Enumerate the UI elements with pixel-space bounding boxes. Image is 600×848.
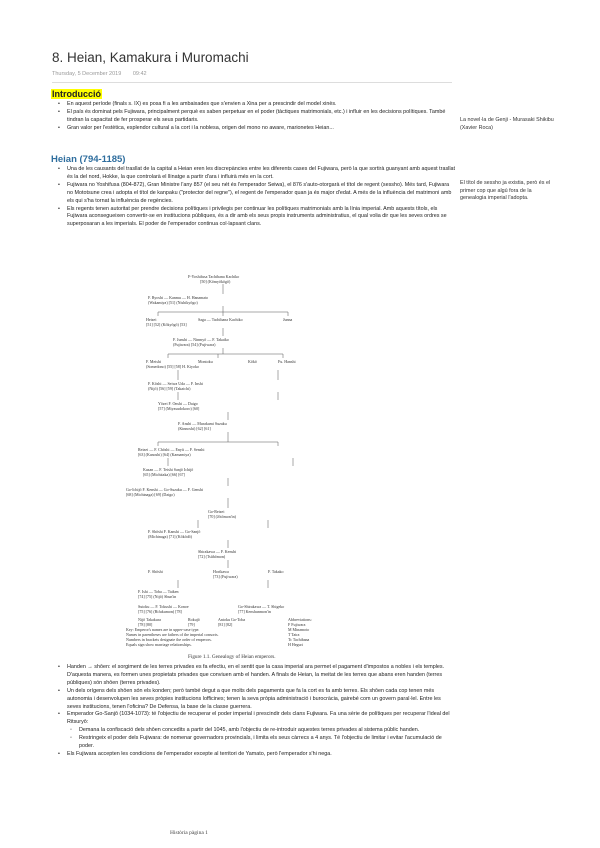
list-item: • En aquest període (finals s. IX) es posa fi a les ambaixades que s'envien a Xina per a prescindir del model xinès. [58, 101, 456, 109]
diagram-abbrev: F Fujiwara [288, 622, 306, 627]
page-title: 8. Heian, Kamakura i Muromachi [52, 50, 249, 65]
diagram-caption: Figure 1.1. Genealogy of Heian emperors. [188, 654, 276, 660]
diagram-key: Names in parentheses are fathers of the imperial consorts. [126, 632, 219, 637]
diagram-node: F. Shōshi F. Kanshi — Go-Sanjō [148, 529, 201, 534]
diagram-node: F. Anshi — Murakami Suzaku [178, 421, 227, 426]
diagram-node: F-Yoshifusa Tachibana Kachiko [188, 274, 240, 279]
diagram-node: Sutoku — F. Tokushi — Konoe [138, 604, 189, 609]
title-divider [52, 82, 452, 83]
diagram-node: [73] (Fujiwara) [213, 574, 238, 579]
diagram-abbrev: M Minamoto [288, 627, 310, 632]
lower-list [58, 664, 456, 759]
diagram-node: F. Kōshi — Seiwa Uda — F. Inshi [148, 381, 203, 386]
diagram-node: F. Takako [268, 569, 284, 574]
intro-list [58, 101, 456, 133]
diagram-abbrev: H Heguri [288, 642, 303, 647]
heian-list [58, 166, 456, 229]
diagram-node: F. Meishi [146, 359, 162, 364]
diagram-node: F. Junshi — Ninmyō — F. Takaiko [173, 337, 229, 342]
list-item: ◦ Demana la confiscació dels shōen concedits a partir del 1045, amb l'objectiu de re-introduir aquestes terres privades al sistema públic handen. [58, 727, 456, 735]
diagram-node: Kazan — F. Teishi Sanjō Ichijō [143, 467, 194, 472]
diagram-node: Montoku [198, 359, 213, 364]
list-item: ◦ Restringeix el poder dels Fujiwara: de nomenar governadors provincials, i limita els seus càrrecs a 4 anys. Té l'objectiu de limitar i evitar l'acumulació de poder. [58, 735, 456, 751]
diagram-node: Go-Shirakawa — T. Shigeko [238, 604, 285, 609]
list-item: • Un dels orígens dels shōen són els konden; però també degut a que molts dels pagaments que fa la cort es fa amb terres. Els shōen cada cop tenen més autonomia i desenvolupen les seves pròpies institucions lofficines; tenen la seva pròpia administració i burocràcia, gairebé com un govern paral·lel. Entre les seves institucions, tenen l'oficina? De Defensa, la base de la classe guerrera. [58, 688, 456, 712]
diagram-node: [74] [75] (Nijō) Shun'in [138, 594, 177, 599]
diagram-node: Junna [283, 317, 293, 322]
diagram-node: (Kinnoshi) [62] [61] [178, 426, 211, 431]
list-item: • Emperador Go-Sanjō (1034-1073): té l'objectiu de recuperar el poder imperial i prescindir dels clans Fujiwara. Fa una sèrie de polítiques per recuperar l'ideal del Ritsuryō: [58, 711, 456, 727]
diagram-node: Yōzei F. Onshi — Daigo [158, 401, 198, 406]
diagram-node: [50] (Kōmyōkōgō) [200, 279, 231, 284]
diagram-key: Equals sign show marriage relationships. [126, 642, 192, 647]
diagram-key: Key: Emperor's names are in upper-case type. [126, 627, 200, 632]
side-note-genji: La novel·la de Genji - Murasaki Shikibu (Xavier Roca) [460, 117, 554, 131]
diagram-node: (Nijō) [56] [59] (Takaichi) [148, 386, 191, 391]
list-item: • Gran valor per l'estètica, esplendor cultural a la cort i la noblesa, origen del mono no aware, marionetes Heian... [58, 125, 456, 133]
list-item: • Una de les causants del trasllat de la capital a Heian eren les discrepàncies entre les diferents cases del Fujiwara, però la que sortirà guanyant amb aquest trasllat és la del nord, Hokke, la que controlarà el llinatge a partir d'ara i influirà més en la cort. [58, 166, 456, 182]
diagram-node: [70] (Jōtōmon'in) [208, 514, 236, 519]
heian-heading: Heian (794-1185) [51, 154, 126, 165]
diagram-node: [51] [52] (Kōkyōgō) [53] [146, 322, 187, 327]
page-date [52, 71, 157, 77]
diagram-node: Saga — Tachibana Kachiko [198, 317, 243, 322]
diagram-node: [79] [188, 622, 195, 627]
diagram-abbrev: Tc Tachibana [288, 637, 310, 642]
list-item: • Handen → shōen: el sorgiment de les terres privades es fa efectiu, en el sentit que la casa imperial ara permet el pagament d'impostos a nobles i els temples. D'aquesta manera, es formen unes propietats privades que conviuen amb el handen. A finals de Heian, la meitat de les terres que abans eren handen (terres públiques) són shōen (terres privades). [58, 664, 456, 688]
diagram-node: Shirakawa — F. Kenshi [198, 549, 237, 554]
diagram-node: F. Ryoshi — Kanmu — H. Hanamato [148, 295, 209, 300]
diagram-node: [57] (Miyasudokoro) [60] [158, 406, 200, 411]
list-item: • Els regents tenen autoritat per prendre decisions polítiques i privilegis per continuar les polítiques matrimonials amb la línia imperial. Amb aquests títols, els Fujiwara aconsegueixen convertir-se en institucions públiques, és a dir amb els seus propis instruments administratius, el qual volia dir que les seves ordres se superposaran a les imperials. El poder de l'emperador continua col·lapsant clans. [58, 206, 456, 230]
diagram-node: (Fujiwara) [54] (Fujiwara) [173, 342, 216, 347]
genealogy-diagram [118, 272, 354, 650]
side-note-sessho: El títol de sessho ja existia, però és el primer cop que algú fora de la genealogia imperial l'adopta. [460, 180, 551, 202]
diagram-node: Heizei [146, 317, 157, 322]
diagram-node: Fu. Hanshi [278, 359, 296, 364]
diagram-node: (Wakamiya) [51] (Nishikyōgo) [148, 300, 198, 305]
list-item: • Fujiwara no Yoshifusa (804-872), Gran Ministre l'any 857 (el seu nét és l'emperador Seiwa), el 876 s'auto-otorgarà el títol de regent (sessho). Més tard, Fujiwara no Mototsune crea i adopta el títol de kanpaku ("protector del regne"), el regent de l'emperador quan ja és major d'edat. A més de la influència del matrimoni amb els qui s'ha tornat la influència de regències. [58, 182, 456, 206]
diagram-node: [81] [82] [218, 622, 233, 627]
diagram-node: Go-Ichijō F. Kenshi — Go-Suzaku — F. Genshi [126, 487, 204, 492]
diagram-node: Rokujō [188, 617, 200, 622]
diagram-node: [68] (Michinaga) [69] (Daigo) [126, 492, 175, 497]
diagram-node: (Somedono) [55] [58] H. Kiyoko [146, 364, 199, 369]
diagram-node: [77] Kenshunmon'in [238, 609, 271, 614]
diagram-node: Nijō Takakura [138, 617, 161, 622]
diagram-node: Go-Reizei [208, 509, 225, 514]
diagram-abbrev: Abbreviations: [288, 617, 312, 622]
diagram-node: (Michinaga) [71] (Kōkōdō) [148, 534, 192, 539]
diagram-abbrev: T Taira [288, 632, 300, 637]
diagram-node: Reizei — F. Chōshi — Enyū — F. Senshi [138, 447, 205, 452]
diagram-node: Kōkō [248, 359, 257, 364]
list-item: • El país és dominat pels Fujiwara, principalment perquè es saben perpetuar en el poder (tàctiques matrimonials, etc.) i influir en les decisions polítiques. També tindran la capacitat de fer prosperar els seus partidaris. [58, 109, 456, 125]
diagram-node: [75] [76] (Bifukumon) [78] [138, 609, 182, 614]
diagram-node: Antoku Go-Toba [218, 617, 246, 622]
diagram-node: [72] (Tsūhōmon) [198, 554, 226, 559]
list-item: • Els Fujiwara accepten les condicions de l'emperador excepte al territori de Yamato, però l'emperador s'hi nega. [58, 751, 456, 759]
time-text: 09:42 [132, 71, 147, 77]
diagram-key: Numbers in brackets designate the order of emperors. [126, 637, 212, 642]
diagram-node: [63] (Kanoshi) [64] (Kamamiya) [138, 452, 191, 457]
diagram-node: [65] (Michitaka) [66] [67] [143, 472, 185, 477]
diagram-node: F. Ishi — Toba — Taiken [138, 589, 179, 594]
diagram-node: F. Shōshi [148, 569, 163, 574]
page-footer: Història pàgina 1 [170, 830, 208, 836]
intro-heading: Introducció [52, 89, 101, 99]
date-text: Thursday, 5 December 2019 [52, 71, 122, 77]
diagram-node: [78] [80] [138, 622, 153, 627]
diagram-node: Horikawa [213, 569, 229, 574]
